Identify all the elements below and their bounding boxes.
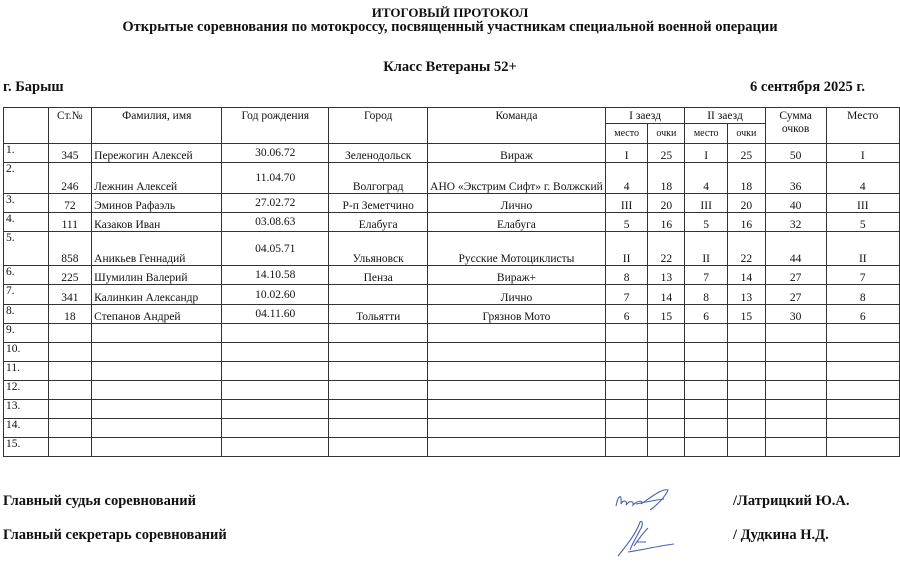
team-cell: Вираж — [428, 144, 606, 163]
table-row-empty — [4, 324, 900, 343]
table-row — [4, 285, 900, 305]
empty-cell — [605, 400, 648, 419]
chief-judge-name: /Латрицкий Ю.А. — [733, 493, 850, 509]
team-cell: Русские Мотоциклисты — [428, 232, 606, 266]
empty-cell — [222, 381, 329, 400]
empty-cell — [648, 381, 685, 400]
header-team: Команда — [428, 108, 606, 144]
city-cell: Р-п Земетчино — [329, 194, 428, 213]
race-2-points-cell: 15 — [728, 305, 766, 324]
empty-cell — [48, 419, 92, 438]
rider-name-cell: Казаков Иван — [92, 213, 222, 232]
sum-points-cell: 27 — [765, 266, 826, 285]
race-2-place-cell: 8 — [685, 285, 728, 305]
empty-cell — [222, 400, 329, 419]
empty-cell — [685, 381, 728, 400]
row-position: 12. — [4, 381, 49, 400]
table-row-empty — [4, 400, 900, 419]
race-1-points-cell: 22 — [648, 232, 685, 266]
header-race-1-points: очки — [648, 124, 685, 144]
race-1-place-cell: 5 — [605, 213, 648, 232]
rider-name-cell: Лежнин Алексей — [92, 163, 222, 194]
row-position: 6. — [4, 266, 49, 285]
city-cell: Волгоград — [329, 163, 428, 194]
city-cell: Елабуга — [329, 213, 428, 232]
table-row — [4, 163, 900, 194]
race-2-points-cell: 20 — [728, 194, 766, 213]
race-1-place-cell: 8 — [605, 266, 648, 285]
race-2-points-cell: 18 — [728, 163, 766, 194]
empty-cell — [222, 419, 329, 438]
empty-cell — [329, 419, 428, 438]
empty-cell — [605, 381, 648, 400]
sum-points-cell: 30 — [765, 305, 826, 324]
rider-name-cell: Пережогин Алексей — [92, 144, 222, 163]
empty-cell — [92, 362, 222, 381]
header-sum: Сумма очков — [765, 108, 826, 144]
empty-cell — [826, 400, 899, 419]
empty-cell — [329, 343, 428, 362]
city-cell: Тольятти — [329, 305, 428, 324]
race-2-place-cell: II — [685, 232, 728, 266]
chief-secretary-label: Главный секретарь соревнований — [3, 527, 227, 543]
race-2-place-cell: 6 — [685, 305, 728, 324]
race-1-place-cell: 6 — [605, 305, 648, 324]
empty-cell — [648, 343, 685, 362]
empty-cell — [728, 381, 766, 400]
birth-date-cell: 30.06.72 — [222, 144, 329, 163]
final-place-cell: 8 — [826, 285, 899, 305]
empty-cell — [826, 343, 899, 362]
table-row-empty — [4, 438, 900, 457]
competition-name: Открытые соревнования по мотокроссу, посвященный участникам специальной военной операции — [122, 19, 778, 35]
empty-cell — [728, 419, 766, 438]
empty-cell — [765, 381, 826, 400]
header-position — [4, 108, 49, 144]
empty-cell — [765, 438, 826, 457]
results-table — [3, 107, 900, 457]
race-1-place-cell: III — [605, 194, 648, 213]
rider-name-cell: Аникьев Геннадий — [92, 232, 222, 266]
empty-cell — [765, 324, 826, 343]
race-2-place-cell: 4 — [685, 163, 728, 194]
start-number-cell: 341 — [48, 285, 92, 305]
row-position: 7. — [4, 285, 49, 305]
empty-cell — [648, 324, 685, 343]
race-2-place-cell: 7 — [685, 266, 728, 285]
header-start-number: Ст.№ — [48, 108, 92, 144]
empty-cell — [222, 362, 329, 381]
empty-cell — [92, 400, 222, 419]
empty-cell — [428, 400, 606, 419]
sum-points-cell: 40 — [765, 194, 826, 213]
empty-cell — [685, 438, 728, 457]
header-name: Фамилия, имя — [92, 108, 222, 144]
empty-cell — [648, 362, 685, 381]
birth-date-cell: 10.02.60 — [222, 285, 329, 305]
row-position: 10. — [4, 343, 49, 362]
birth-date-cell: 14.10.58 — [222, 266, 329, 285]
final-place-cell: I — [826, 144, 899, 163]
secretary-signature-icon — [606, 516, 686, 560]
final-place-cell: 4 — [826, 163, 899, 194]
sum-points-cell: 32 — [765, 213, 826, 232]
race-2-place-cell: 5 — [685, 213, 728, 232]
team-cell: Грязнов Мото — [428, 305, 606, 324]
empty-cell — [222, 343, 329, 362]
empty-cell — [329, 400, 428, 419]
empty-cell — [48, 438, 92, 457]
event-date: 6 сентября 2025 г. — [749, 79, 865, 95]
empty-cell — [329, 438, 428, 457]
header-race-2-place: место — [685, 124, 728, 144]
class-name: Класс Ветераны 52+ — [383, 59, 517, 75]
start-number-cell: 225 — [48, 266, 92, 285]
start-number-cell: 858 — [48, 232, 92, 266]
race-1-points-cell: 16 — [648, 213, 685, 232]
empty-cell — [605, 343, 648, 362]
row-position: 2. — [4, 163, 49, 194]
empty-cell — [605, 419, 648, 438]
sum-points-cell: 44 — [765, 232, 826, 266]
team-cell: АНО «Экстрим Сифт» г. Волжский — [428, 163, 606, 194]
empty-cell — [329, 381, 428, 400]
row-position: 4. — [4, 213, 49, 232]
empty-cell — [728, 343, 766, 362]
empty-cell — [48, 343, 92, 362]
empty-cell — [92, 438, 222, 457]
empty-cell — [428, 324, 606, 343]
empty-cell — [685, 343, 728, 362]
race-1-place-cell: II — [605, 232, 648, 266]
city-cell: Ульяновск — [329, 232, 428, 266]
race-1-place-cell: 4 — [605, 163, 648, 194]
team-cell: Лично — [428, 194, 606, 213]
race-1-place-cell: I — [605, 144, 648, 163]
header-race-1-place: место — [605, 124, 648, 144]
empty-cell — [329, 362, 428, 381]
race-2-points-cell: 25 — [728, 144, 766, 163]
empty-cell — [222, 324, 329, 343]
city-cell: Пенза — [329, 266, 428, 285]
city-cell — [329, 285, 428, 305]
empty-cell — [648, 438, 685, 457]
empty-cell — [428, 438, 606, 457]
empty-cell — [428, 381, 606, 400]
empty-cell — [728, 438, 766, 457]
header-race-2-points: очки — [728, 124, 766, 144]
sum-points-cell: 36 — [765, 163, 826, 194]
empty-cell — [826, 381, 899, 400]
protocol-title: ИТОГОВЫЙ ПРОТОКОЛ — [371, 5, 529, 20]
final-place-cell: III — [826, 194, 899, 213]
empty-cell — [48, 400, 92, 419]
header-place: Место — [826, 108, 899, 144]
empty-cell — [605, 362, 648, 381]
race-1-points-cell: 15 — [648, 305, 685, 324]
race-1-points-cell: 20 — [648, 194, 685, 213]
empty-cell — [605, 324, 648, 343]
rider-name-cell: Степанов Андрей — [92, 305, 222, 324]
empty-cell — [605, 438, 648, 457]
empty-cell — [826, 362, 899, 381]
final-place-cell: 5 — [826, 213, 899, 232]
race-1-points-cell: 18 — [648, 163, 685, 194]
header-birth-date: Год рождения — [222, 108, 329, 144]
team-cell: Елабуга — [428, 213, 606, 232]
empty-cell — [48, 324, 92, 343]
row-position: 9. — [4, 324, 49, 343]
birth-date-cell: 11.04.70 — [222, 163, 329, 194]
race-2-points-cell: 13 — [728, 285, 766, 305]
empty-cell — [826, 324, 899, 343]
row-position: 8. — [4, 305, 49, 324]
start-number-cell: 246 — [48, 163, 92, 194]
start-number-cell: 72 — [48, 194, 92, 213]
race-2-points-cell: 22 — [728, 232, 766, 266]
empty-cell — [685, 419, 728, 438]
empty-cell — [428, 419, 606, 438]
judge-signature-icon — [606, 486, 686, 514]
sum-points-cell: 50 — [765, 144, 826, 163]
header-city: Город — [329, 108, 428, 144]
row-position: 5. — [4, 232, 49, 266]
city-cell: Зеленодольск — [329, 144, 428, 163]
empty-cell — [728, 324, 766, 343]
event-city: г. Барыш — [3, 79, 64, 95]
row-position: 11. — [4, 362, 49, 381]
rider-name-cell: Эминов Рафаэль — [92, 194, 222, 213]
race-2-points-cell: 14 — [728, 266, 766, 285]
final-place-cell: 7 — [826, 266, 899, 285]
empty-cell — [648, 400, 685, 419]
table-row — [4, 194, 900, 213]
empty-cell — [685, 362, 728, 381]
table-row — [4, 266, 900, 285]
race-2-place-cell: I — [685, 144, 728, 163]
empty-cell — [92, 343, 222, 362]
row-position: 1. — [4, 144, 49, 163]
row-position: 15. — [4, 438, 49, 457]
final-place-cell: 6 — [826, 305, 899, 324]
row-position: 3. — [4, 194, 49, 213]
empty-cell — [92, 324, 222, 343]
rider-name-cell: Шумилин Валерий — [92, 266, 222, 285]
sum-points-cell: 27 — [765, 285, 826, 305]
chief-secretary-name: / Дудкина Н.Д. — [733, 527, 829, 543]
empty-cell — [92, 381, 222, 400]
birth-date-cell: 27.02.72 — [222, 194, 329, 213]
race-1-points-cell: 25 — [648, 144, 685, 163]
empty-cell — [826, 438, 899, 457]
empty-cell — [765, 400, 826, 419]
team-cell: Вираж+ — [428, 266, 606, 285]
table-row-empty — [4, 343, 900, 362]
row-position: 14. — [4, 419, 49, 438]
empty-cell — [728, 400, 766, 419]
race-2-points-cell: 16 — [728, 213, 766, 232]
table-row-empty — [4, 381, 900, 400]
table-row-empty — [4, 362, 900, 381]
empty-cell — [685, 400, 728, 419]
empty-cell — [728, 362, 766, 381]
empty-cell — [765, 419, 826, 438]
table-row-empty — [4, 419, 900, 438]
empty-cell — [428, 362, 606, 381]
race-1-place-cell: 7 — [605, 285, 648, 305]
race-2-place-cell: III — [685, 194, 728, 213]
table-row — [4, 213, 900, 232]
header-race-1: I заезд — [605, 108, 685, 124]
birth-date-cell: 04.11.60 — [222, 305, 329, 324]
row-position: 13. — [4, 400, 49, 419]
final-place-cell: II — [826, 232, 899, 266]
birth-date-cell: 03.08.63 — [222, 213, 329, 232]
empty-cell — [329, 324, 428, 343]
start-number-cell: 111 — [48, 213, 92, 232]
start-number-cell: 18 — [48, 305, 92, 324]
empty-cell — [765, 362, 826, 381]
race-1-points-cell: 13 — [648, 266, 685, 285]
empty-cell — [92, 419, 222, 438]
table-row — [4, 144, 900, 163]
empty-cell — [765, 343, 826, 362]
race-1-points-cell: 14 — [648, 285, 685, 305]
start-number-cell: 345 — [48, 144, 92, 163]
empty-cell — [48, 381, 92, 400]
table-row — [4, 232, 900, 266]
empty-cell — [826, 419, 899, 438]
table-row — [4, 305, 900, 324]
empty-cell — [648, 419, 685, 438]
team-cell: Лично — [428, 285, 606, 305]
empty-cell — [222, 438, 329, 457]
rider-name-cell: Калинкин Александр — [92, 285, 222, 305]
header-race-2: II заезд — [685, 108, 765, 124]
empty-cell — [685, 324, 728, 343]
empty-cell — [428, 343, 606, 362]
empty-cell — [48, 362, 92, 381]
birth-date-cell: 04.05.71 — [222, 232, 329, 266]
chief-judge-label: Главный судья соревнований — [3, 493, 196, 509]
